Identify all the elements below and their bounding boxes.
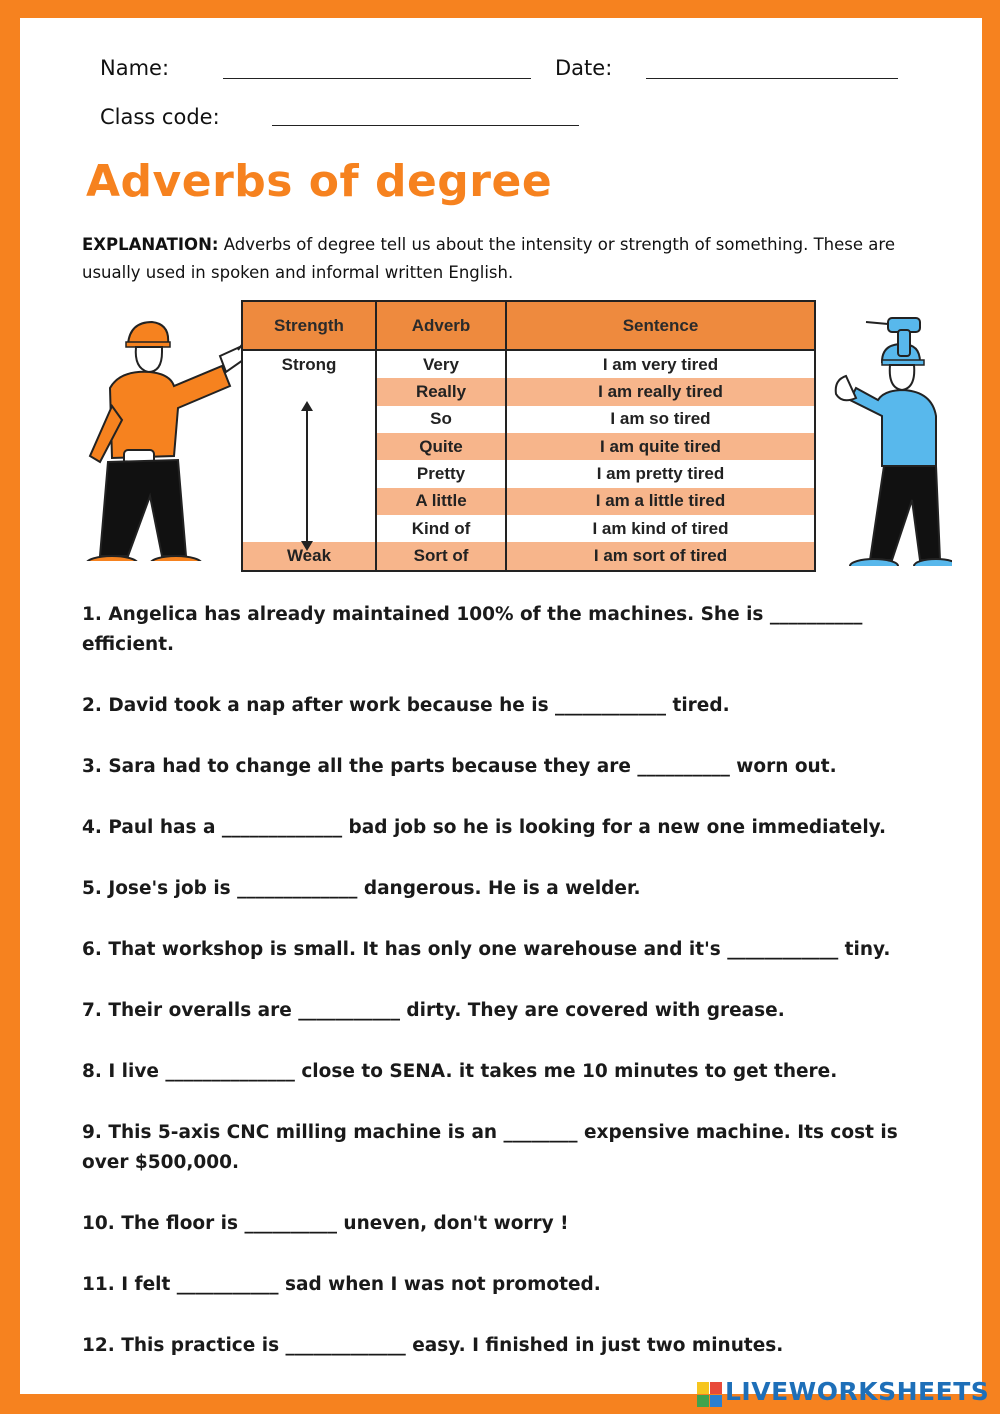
class-code-field[interactable] — [272, 125, 579, 126]
sentence-cell: I am a little tired — [506, 488, 815, 515]
table-row — [242, 350, 815, 378]
worker-right-illustration — [822, 316, 952, 566]
brand-logo-text[interactable]: LIVEWORKSHEETS — [725, 1377, 990, 1406]
page-title: Adverbs of degree — [86, 156, 553, 207]
date-field[interactable] — [646, 78, 898, 79]
adverb-cell: So — [376, 406, 506, 433]
explanation — [82, 231, 942, 287]
questions-list — [82, 600, 942, 1361]
name-field[interactable] — [223, 78, 531, 79]
sentence-cell: I am sort of tired — [506, 542, 815, 571]
adverb-cell: Very — [376, 350, 506, 378]
arrow-down-icon — [301, 541, 313, 551]
adverb-cell: Quite — [376, 433, 506, 460]
strength-cell — [242, 433, 376, 460]
sentence-cell: I am very tired — [506, 350, 815, 378]
table-row — [242, 542, 815, 571]
table-row — [242, 406, 815, 433]
strength-cell — [242, 488, 376, 515]
sentence-cell: I am so tired — [506, 406, 815, 433]
question-item[interactable]: 7. Their overalls are ___________ dirty. They are covered with grease. — [82, 1000, 785, 1021]
header-strength: Strength — [242, 301, 376, 350]
class-code-label: Class code: — [100, 105, 220, 129]
adverb-cell: Sort of — [376, 542, 506, 571]
question-item[interactable]: 11. I felt ___________ sad when I was not promoted. — [82, 1274, 601, 1295]
adverb-cell: A little — [376, 488, 506, 515]
sentence-cell: I am really tired — [506, 378, 815, 405]
date-label: Date: — [555, 56, 613, 80]
question-item[interactable]: 12. This practice is _____________ easy. I finished in just two minutes. — [82, 1335, 784, 1356]
sentence-cell: I am quite tired — [506, 433, 815, 460]
worksheet-page — [20, 18, 982, 1394]
question-item[interactable]: 10. The floor is __________ uneven, don't worry ! — [82, 1213, 569, 1234]
adverb-table — [241, 300, 816, 572]
table-row — [242, 460, 815, 487]
question-item[interactable]: 8. I live ______________ close to SENA. it takes me 10 minutes to get there. — [82, 1061, 838, 1082]
table-header-row — [242, 301, 815, 350]
table-row — [242, 378, 815, 405]
question-item[interactable]: 3. Sara had to change all the parts because they are __________ worn out. — [82, 756, 837, 777]
table-row — [242, 433, 815, 460]
name-label: Name: — [100, 56, 170, 80]
table-row — [242, 515, 815, 542]
arrow-up-icon — [301, 401, 313, 411]
sentence-cell: I am kind of tired — [506, 515, 815, 542]
adverb-cell: Kind of — [376, 515, 506, 542]
question-item[interactable]: 9. This 5-axis CNC milling machine is an ________ expensive machine. Its cost is over $500,000. — [82, 1122, 898, 1173]
adverb-cell: Pretty — [376, 460, 506, 487]
explanation-text: Adverbs of degree tell us about the intensity or strength of something. These are usually used in spoken and informal written English. — [82, 235, 895, 282]
header-sentence: Sentence — [506, 301, 815, 350]
question-item[interactable]: 5. Jose's job is _____________ dangerous. He is a welder. — [82, 878, 641, 899]
sentence-cell: I am pretty tired — [506, 460, 815, 487]
worker-left-illustration — [70, 316, 250, 561]
question-item[interactable]: 1. Angelica has already maintained 100% of the machines. She is __________ efficient. — [82, 604, 863, 655]
strength-weak: Weak — [242, 542, 376, 571]
strength-cell — [242, 460, 376, 487]
adverb-cell: Really — [376, 378, 506, 405]
header-adverb: Adverb — [376, 301, 506, 350]
table-row — [242, 488, 815, 515]
strength-cell — [242, 515, 376, 542]
liveworksheets-logo-icon — [697, 1382, 723, 1408]
question-item[interactable]: 2. David took a nap after work because he is ____________ tired. — [82, 695, 730, 716]
explanation-label: EXPLANATION: — [82, 235, 219, 254]
question-item[interactable]: 6. That workshop is small. It has only one warehouse and it's ____________ tiny. — [82, 939, 891, 960]
strength-strong: Strong — [242, 350, 376, 378]
strength-arrow — [306, 406, 308, 546]
question-item[interactable]: 4. Paul has a _____________ bad job so he is looking for a new one immediately. — [82, 817, 887, 838]
